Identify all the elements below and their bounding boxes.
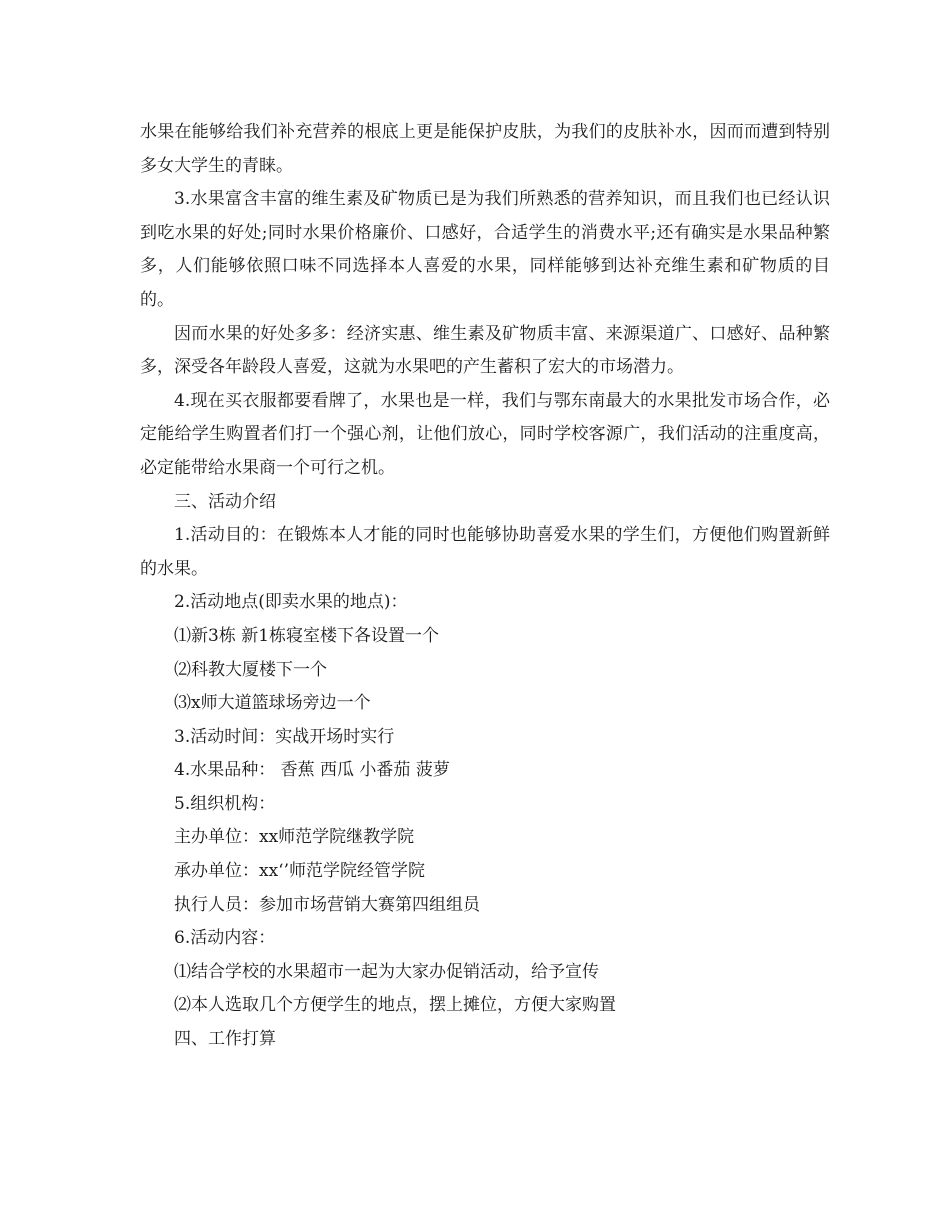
document-body <box>140 116 830 1057</box>
paragraph-organizer: 主办单位：xx师范学院继教学院 <box>174 827 415 848</box>
paragraph-organization: 5.组织机构： <box>174 793 276 814</box>
list-item-location-3: ⑶x师大道篮球场旁边一个 <box>174 693 371 714</box>
paragraph-point-3: 3.水果富含丰富的维生素及矿物质已是为我们所熟悉的营养知识，而且我们也已经认识到吃水果的好处;同时水果价格廉价、口感好，合适学生的消费水平;还有确实是水果品种繁多，人们能够依照口味不同选择本人喜爱的水果，同样能够到达补充维生素和矿物质的目的。 <box>140 189 830 310</box>
section-heading-work-plan: 四、工作打算 <box>174 1029 276 1050</box>
list-item-content-1: ⑴结合学校的水果超市一起为大家办促销活动，给予宣传 <box>174 961 599 982</box>
paragraph-point-4: 4.现在买衣服都要看牌了，水果也是一样，我们与鄂东南最大的水果批发市场合作，必定能给学生购置者们打一个强心剂，让他们放心，同时学校客源广，我们活动的注重度高，必定能带给水果商一个可行之机。 <box>140 390 830 478</box>
list-item-content-2: ⑵本人选取几个方便学生的地点，摆上摊位，方便大家购置 <box>174 995 616 1016</box>
paragraph-fruit-varieties: 4.水果品种： 香蕉 西瓜 小番茄 菠萝 <box>174 760 450 781</box>
paragraph-intro-continuation: 水果在能够给我们补充营养的根底上更是能保护皮肤，为我们的皮肤补水，因而而遭到特别多女大学生的青睐。 <box>140 122 830 176</box>
list-item-location-2: ⑵科教大厦楼下一个 <box>174 659 327 680</box>
paragraph-benefits-summary: 因而水果的好处多多：经济实惠、维生素及矿物质丰富、来源渠道广、口感好、品种繁多，深受各年龄段人喜爱，这就为水果吧的产生蓄积了宏大的市场潜力。 <box>140 323 830 378</box>
section-heading-activity-intro: 三、活动介绍 <box>174 491 276 512</box>
paragraph-activity-purpose: 1.活动目的：在锻炼本人才能的同时也能够协助喜爱水果的学生们，方便他们购置新鲜的水果。 <box>140 525 830 579</box>
paragraph-activity-content: 6.活动内容： <box>174 928 276 949</box>
paragraph-activity-location: 2.活动地点(即卖水果的地点)： <box>174 592 408 613</box>
list-item-location-1: ⑴新3栋 新1栋寝室楼下各设置一个 <box>174 625 440 646</box>
paragraph-activity-time: 3.活动时间：实战开场时实行 <box>174 726 395 747</box>
paragraph-executors: 执行人员：参加市场营销大赛第四组组员 <box>174 894 480 915</box>
paragraph-co-organizer: 承办单位：xx‘’师范学院经管学院 <box>174 861 425 882</box>
